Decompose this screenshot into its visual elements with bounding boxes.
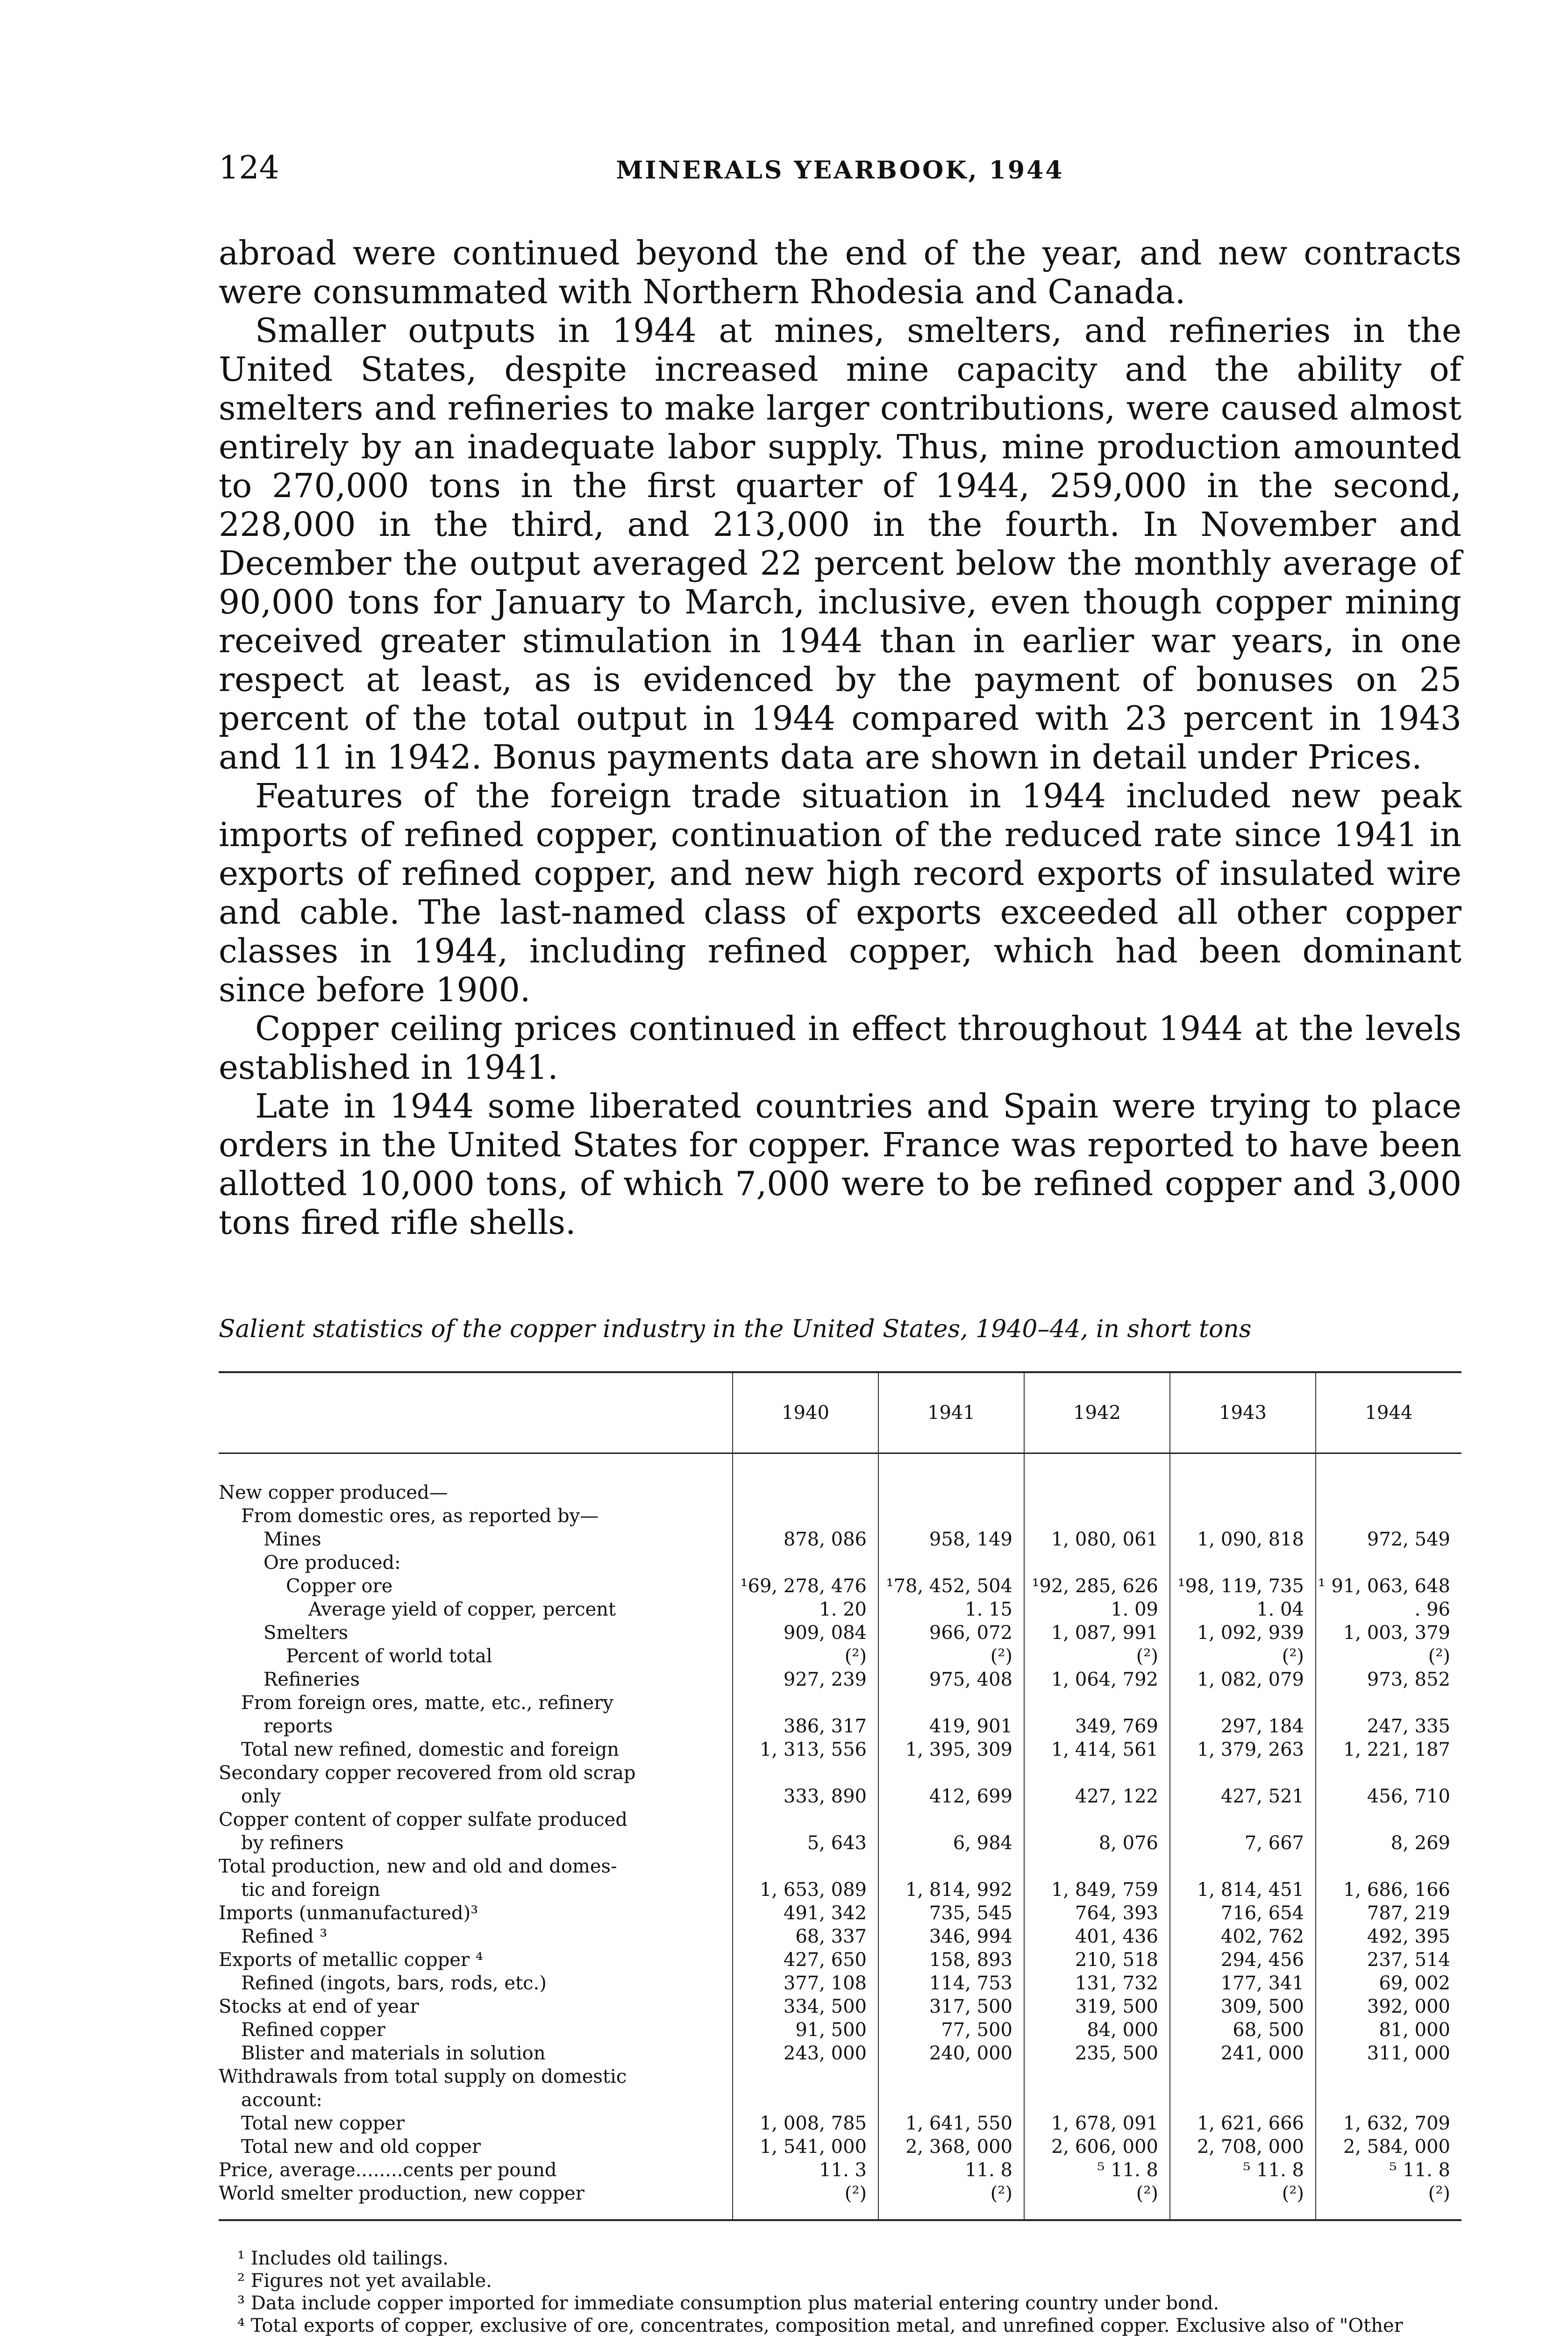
cell-value [733, 2065, 878, 2088]
row-label: Copper content of copper sulfate produced [219, 1809, 627, 1830]
spacer-row [219, 1453, 1461, 1481]
cell-value [878, 1761, 1024, 1785]
table-row [219, 1831, 1461, 1855]
cell-value: 240, 000 [878, 2042, 1024, 2065]
footnotes [219, 2247, 1461, 2336]
cell-value: 764, 393 [1024, 1902, 1170, 1925]
cell-value [1316, 1808, 1461, 1831]
cell-value: (²) [733, 2182, 878, 2220]
year-header: 1944 [1316, 1372, 1461, 1453]
cell-value: 237, 514 [1316, 1948, 1461, 1972]
cell-value: 1, 641, 550 [878, 2112, 1024, 2135]
row-label: Refined copper [241, 2019, 385, 2041]
row-label: reports [264, 1716, 333, 1737]
table-row [219, 1738, 1461, 1761]
cell-value: 377, 108 [733, 1972, 878, 1995]
cell-value: 1, 313, 556 [733, 1738, 878, 1761]
cell-value [733, 1761, 878, 1785]
cell-value [1316, 2065, 1461, 2088]
cell-value: 11. 8 [878, 2158, 1024, 2182]
cell-value: 909, 084 [733, 1621, 878, 1645]
cell-value: 297, 184 [1170, 1715, 1316, 1738]
cell-value: 8, 076 [1024, 1831, 1170, 1855]
cell-value: (²) [1024, 1645, 1170, 1668]
cell-value [1170, 1504, 1316, 1528]
cell-value: (²) [878, 2182, 1024, 2220]
cell-value: 966, 072 [878, 1621, 1024, 1645]
cell-value: 319, 500 [1024, 1995, 1170, 2018]
table-row [219, 1761, 1461, 1785]
table-row [219, 1715, 1461, 1738]
cell-value [1170, 1808, 1316, 1831]
cell-value: (²) [1024, 2182, 1170, 2220]
year-header: 1943 [1170, 1372, 1316, 1453]
cell-value [1024, 2088, 1170, 2112]
cell-value [878, 1855, 1024, 1878]
cell-value: 8, 269 [1316, 1831, 1461, 1855]
cell-value [1024, 1481, 1170, 1504]
cell-value [1170, 2088, 1316, 2112]
cell-value: 6, 984 [878, 1831, 1024, 1855]
table-row [219, 1902, 1461, 1925]
cell-value [878, 1691, 1024, 1715]
cell-value: 456, 710 [1316, 1785, 1461, 1808]
table-row [219, 2042, 1461, 2065]
cell-value: . 96 [1316, 1598, 1461, 1621]
body-text [219, 234, 1461, 1242]
cell-value [733, 2088, 878, 2112]
cell-value [1024, 1855, 1170, 1878]
table-row [219, 1691, 1461, 1715]
cell-value: ⁵ 11. 8 [1316, 2158, 1461, 2182]
cell-value: 81, 000 [1316, 2018, 1461, 2042]
row-label: Withdrawals from total supply on domestic [219, 2066, 627, 2087]
cell-value: (²) [1170, 1645, 1316, 1668]
cell-value [1024, 1761, 1170, 1785]
cell-value [733, 1808, 878, 1831]
cell-value [733, 1504, 878, 1528]
paragraph: abroad were continued beyond the end of the year, and new contracts were consummated with Northern Rhodesia and Canada. [219, 234, 1461, 311]
cell-value: 492, 395 [1316, 1925, 1461, 1948]
cell-value: 247, 335 [1316, 1715, 1461, 1738]
table-row [219, 1808, 1461, 1831]
cell-value: 7, 667 [1170, 1831, 1316, 1855]
cell-value: 427, 122 [1024, 1785, 1170, 1808]
cell-value: 158, 893 [878, 1948, 1024, 1972]
table-row [219, 2065, 1461, 2088]
cell-value: 1, 087, 991 [1024, 1621, 1170, 1645]
cell-value: 787, 219 [1316, 1902, 1461, 1925]
cell-value: ⁵ 11. 8 [1170, 2158, 1316, 2182]
table-row [219, 2158, 1461, 2182]
cell-value [733, 1481, 878, 1504]
row-label: Exports of metallic copper ⁴ [219, 1949, 483, 1971]
cell-value: 1, 849, 759 [1024, 1878, 1170, 1902]
page-header [219, 147, 1461, 189]
cell-value: 241, 000 [1170, 2042, 1316, 2065]
row-label: Refined (ingots, bars, rods, etc.) [241, 1973, 547, 1994]
year-header: 1941 [878, 1372, 1024, 1453]
cell-value: 2, 584, 000 [1316, 2135, 1461, 2158]
cell-value: 114, 753 [878, 1972, 1024, 1995]
cell-value: 311, 000 [1316, 2042, 1461, 2065]
table-row [219, 1551, 1461, 1574]
cell-value: ⁵ 11. 8 [1024, 2158, 1170, 2182]
table-row [219, 1645, 1461, 1668]
cell-value: 1, 221, 187 [1316, 1738, 1461, 1761]
cell-value: 716, 654 [1170, 1902, 1316, 1925]
table-row [219, 1972, 1461, 1995]
cell-value: 235, 500 [1024, 2042, 1170, 2065]
cell-value: 77, 500 [878, 2018, 1024, 2042]
table-row [219, 2018, 1461, 2042]
cell-value [878, 1551, 1024, 1574]
cell-value [878, 1808, 1024, 1831]
label-column-header [219, 1372, 733, 1453]
row-label: World smelter production, new copper [219, 2182, 733, 2220]
table-row [219, 1504, 1461, 1528]
cell-value [1316, 1761, 1461, 1785]
cell-value: ¹69, 278, 476 [733, 1574, 878, 1598]
table-caption: Salient statistics of the copper industry in the United States, 1940–44, in short tons [219, 1315, 1252, 1343]
cell-value [878, 2088, 1024, 2112]
cell-value: 735, 545 [878, 1902, 1024, 1925]
cell-value: 419, 901 [878, 1715, 1024, 1738]
cell-value [733, 1691, 878, 1715]
cell-value: 1, 653, 089 [733, 1878, 878, 1902]
row-label: Imports (unmanufactured)³ [219, 1902, 478, 1924]
cell-value [1316, 1551, 1461, 1574]
table-row [219, 1855, 1461, 1878]
cell-value: 5, 643 [733, 1831, 878, 1855]
table-row [219, 2088, 1461, 2112]
cell-value: 131, 732 [1024, 1972, 1170, 1995]
table-row [219, 1995, 1461, 2018]
cell-value [1316, 1691, 1461, 1715]
row-label: Secondary copper recovered from old scrap [219, 1762, 636, 1784]
cell-value: (²) [1316, 1645, 1461, 1668]
cell-value: 69, 002 [1316, 1972, 1461, 1995]
cell-value: 392, 000 [1316, 1995, 1461, 2018]
cell-value: 1, 678, 091 [1024, 2112, 1170, 2135]
row-label: tic and foreign [241, 1879, 380, 1901]
running-head: MINERALS YEARBOOK, 1944 [616, 156, 1064, 185]
cell-value [1316, 1504, 1461, 1528]
cell-value: 427, 650 [733, 1948, 878, 1972]
paragraph: Late in 1944 some liberated countries and Spain were trying to place orders in the United States for copper. France was reported to have been allotted 10,000 tons, of which 7,000 were to be refined copper and 3,000 tons fired rifle shells. [219, 1087, 1461, 1242]
row-label: Mines [264, 1529, 321, 1550]
cell-value: 1, 814, 992 [878, 1878, 1024, 1902]
salient-statistics-table [219, 1371, 1461, 2221]
cell-value: 317, 500 [878, 1995, 1024, 2018]
row-label: Ore produced: [264, 1552, 401, 1574]
cell-value: 68, 500 [1170, 2018, 1316, 2042]
table-row [219, 1668, 1461, 1691]
row-label: Total new copper [241, 2113, 405, 2134]
cell-value: 427, 521 [1170, 1785, 1316, 1808]
row-label: From foreign ores, matte, etc., refinery [241, 1692, 613, 1714]
cell-value: 973, 852 [1316, 1668, 1461, 1691]
cell-value [1170, 1855, 1316, 1878]
cell-value: 412, 699 [878, 1785, 1024, 1808]
cell-value: 1. 04 [1170, 1598, 1316, 1621]
cell-value [1316, 1481, 1461, 1504]
table-row [219, 1785, 1461, 1808]
row-label: Average yield of copper, percent [308, 1599, 616, 1620]
cell-value [1170, 1761, 1316, 1785]
cell-value [878, 1504, 1024, 1528]
footnote: ³ Data include copper imported for immediate consumption plus material entering country under bond. [237, 2293, 1219, 2314]
cell-value: 927, 239 [733, 1668, 878, 1691]
row-label: Total production, new and old and domes- [219, 1856, 617, 1877]
row-label: New copper produced— [219, 1482, 448, 1503]
cell-value [1024, 1691, 1170, 1715]
cell-value: 1, 064, 792 [1024, 1668, 1170, 1691]
cell-value [1170, 1551, 1316, 1574]
cell-value [733, 1551, 878, 1574]
cell-value: 975, 408 [878, 1668, 1024, 1691]
row-label: account: [241, 2089, 322, 2111]
cell-value: 958, 149 [878, 1528, 1024, 1551]
cell-value: 401, 436 [1024, 1925, 1170, 1948]
cell-value [1024, 2065, 1170, 2088]
footnote: ¹ Includes old tailings. [237, 2248, 449, 2269]
cell-value: 1, 686, 166 [1316, 1878, 1461, 1902]
table-row [219, 2135, 1461, 2158]
cell-value: 1, 379, 263 [1170, 1738, 1316, 1761]
row-label: Percent of world total [286, 1645, 492, 1667]
row-label: Copper ore [286, 1575, 393, 1597]
cell-value: (²) [1170, 2182, 1316, 2220]
row-label: Refined ³ [241, 1926, 328, 1947]
cell-value: 1, 008, 785 [733, 2112, 878, 2135]
cell-value: 1, 003, 379 [1316, 1621, 1461, 1645]
cell-value [878, 1481, 1024, 1504]
footnote: ⁴ Total exports of copper, exclusive of ore, concentrates, composition metal, and unrefined copper. Exclusive also of "Other [237, 2315, 1403, 2336]
cell-value: 2, 708, 000 [1170, 2135, 1316, 2158]
table-row [219, 1878, 1461, 1902]
cell-value: 346, 994 [878, 1925, 1024, 1948]
cell-value: 1, 632, 709 [1316, 2112, 1461, 2135]
row-label: Stocks at end of year [219, 1996, 419, 2017]
cell-value [1316, 1855, 1461, 1878]
row-label: only [241, 1786, 281, 1807]
cell-value [1024, 1504, 1170, 1528]
row-label: Blister and materials in solution [241, 2043, 546, 2064]
footnote: ² Figures not yet available. [237, 2270, 492, 2292]
paragraph: Smaller outputs in 1944 at mines, smelters, and refineries in the United States, despite increased mine capacity and the ability of smelters and refineries to make larger contributions, were caused almost entirely by an inadequate labor supply. Thus, mine production amounted to 270,000 tons in the first quarter of 1944, 259,000 in the second, 228,000 in the third, and 213,000 in the fourth. In November and December the output averaged 22 percent below the monthly average of 90,000 tons for January to March, inclusive, even though copper mining received greater stimulation in 1944 than in earlier war years, in one respect at least, as is evidenced by the payment of bonuses on 25 percent of the total output in 1944 compared with 23 percent in 1943 and 11 in 1942. Bonus payments data are shown in detail under Prices. [219, 311, 1461, 776]
cell-value: 1, 082, 079 [1170, 1668, 1316, 1691]
row-label: Total new and old copper [241, 2136, 481, 2158]
cell-value: 177, 341 [1170, 1972, 1316, 1995]
cell-value: ¹92, 285, 626 [1024, 1574, 1170, 1598]
cell-value [878, 2065, 1024, 2088]
cell-value: 349, 769 [1024, 1715, 1170, 1738]
cell-value: 11. 3 [733, 2158, 878, 2182]
year-header: 1940 [733, 1372, 878, 1453]
row-label: Price, average........cents per pound [219, 2159, 557, 2181]
cell-value: 972, 549 [1316, 1528, 1461, 1551]
cell-value: 243, 000 [733, 2042, 878, 2065]
cell-value: 1. 15 [878, 1598, 1024, 1621]
cell-value: 309, 500 [1170, 1995, 1316, 2018]
cell-value: 1, 395, 309 [878, 1738, 1024, 1761]
cell-value [1170, 2065, 1316, 2088]
row-label: by refiners [241, 1832, 344, 1854]
cell-value: 210, 518 [1024, 1948, 1170, 1972]
table-row [219, 1621, 1461, 1645]
cell-value: 1, 090, 818 [1170, 1528, 1316, 1551]
cell-value: (²) [1316, 2182, 1461, 2220]
cell-value [1316, 2088, 1461, 2112]
cell-value [1024, 1808, 1170, 1831]
cell-value: 1. 20 [733, 1598, 878, 1621]
cell-value: (²) [733, 1645, 878, 1668]
cell-value: 333, 890 [733, 1785, 878, 1808]
cell-value: 386, 317 [733, 1715, 878, 1738]
page-number: 124 [219, 150, 279, 186]
cell-value: 2, 606, 000 [1024, 2135, 1170, 2158]
cell-value: 402, 762 [1170, 1925, 1316, 1948]
cell-value: 294, 456 [1170, 1948, 1316, 1972]
cell-value: 2, 368, 000 [878, 2135, 1024, 2158]
cell-value: 334, 500 [733, 1995, 878, 2018]
row-label: From domestic ores, as reported by— [241, 1505, 599, 1527]
table-row [219, 1481, 1461, 1504]
table-row [219, 1598, 1461, 1621]
cell-value: (²) [878, 1645, 1024, 1668]
row-label: Smelters [264, 1622, 349, 1644]
cell-value: 1, 080, 061 [1024, 1528, 1170, 1551]
table-row [219, 1528, 1461, 1551]
row-label: Refineries [264, 1669, 360, 1690]
year-header: 1942 [1024, 1372, 1170, 1453]
cell-value: 1, 814, 451 [1170, 1878, 1316, 1902]
cell-value: ¹ 91, 063, 648 [1316, 1574, 1461, 1598]
table-row [219, 2182, 1461, 2220]
cell-value: 91, 500 [733, 2018, 878, 2042]
table-row [219, 1948, 1461, 1972]
row-label: Total new refined, domestic and foreign [241, 1739, 619, 1760]
cell-value: 1, 092, 939 [1170, 1621, 1316, 1645]
cell-value: ¹98, 119, 735 [1170, 1574, 1316, 1598]
cell-value: 491, 342 [733, 1902, 878, 1925]
table-row [219, 1925, 1461, 1948]
paragraph: Copper ceiling prices continued in effect throughout 1944 at the levels established in 1941. [219, 1009, 1461, 1087]
cell-value: 68, 337 [733, 1925, 878, 1948]
cell-value [1170, 1691, 1316, 1715]
cell-value: 1, 621, 666 [1170, 2112, 1316, 2135]
cell-value [1024, 1551, 1170, 1574]
cell-value: ¹78, 452, 504 [878, 1574, 1024, 1598]
cell-value [1170, 1481, 1316, 1504]
table-header-row [219, 1372, 1461, 1453]
cell-value: 1. 09 [1024, 1598, 1170, 1621]
cell-value: 1, 414, 561 [1024, 1738, 1170, 1761]
table-body [219, 1453, 1461, 2221]
cell-value: 878, 086 [733, 1528, 878, 1551]
paragraph: Features of the foreign trade situation in 1944 included new peak imports of refined copper, continuation of the reduced rate since 1941 in exports of refined copper, and new high record exports of insulated wire and cable. The last-named class of exports exceeded all other copper classes in 1944, including refined copper, which had been dominant since before 1900. [219, 776, 1461, 1009]
table-row [219, 2112, 1461, 2135]
cell-value [733, 1855, 878, 1878]
cell-value: 1, 541, 000 [733, 2135, 878, 2158]
table-row [219, 1574, 1461, 1598]
cell-value: 84, 000 [1024, 2018, 1170, 2042]
